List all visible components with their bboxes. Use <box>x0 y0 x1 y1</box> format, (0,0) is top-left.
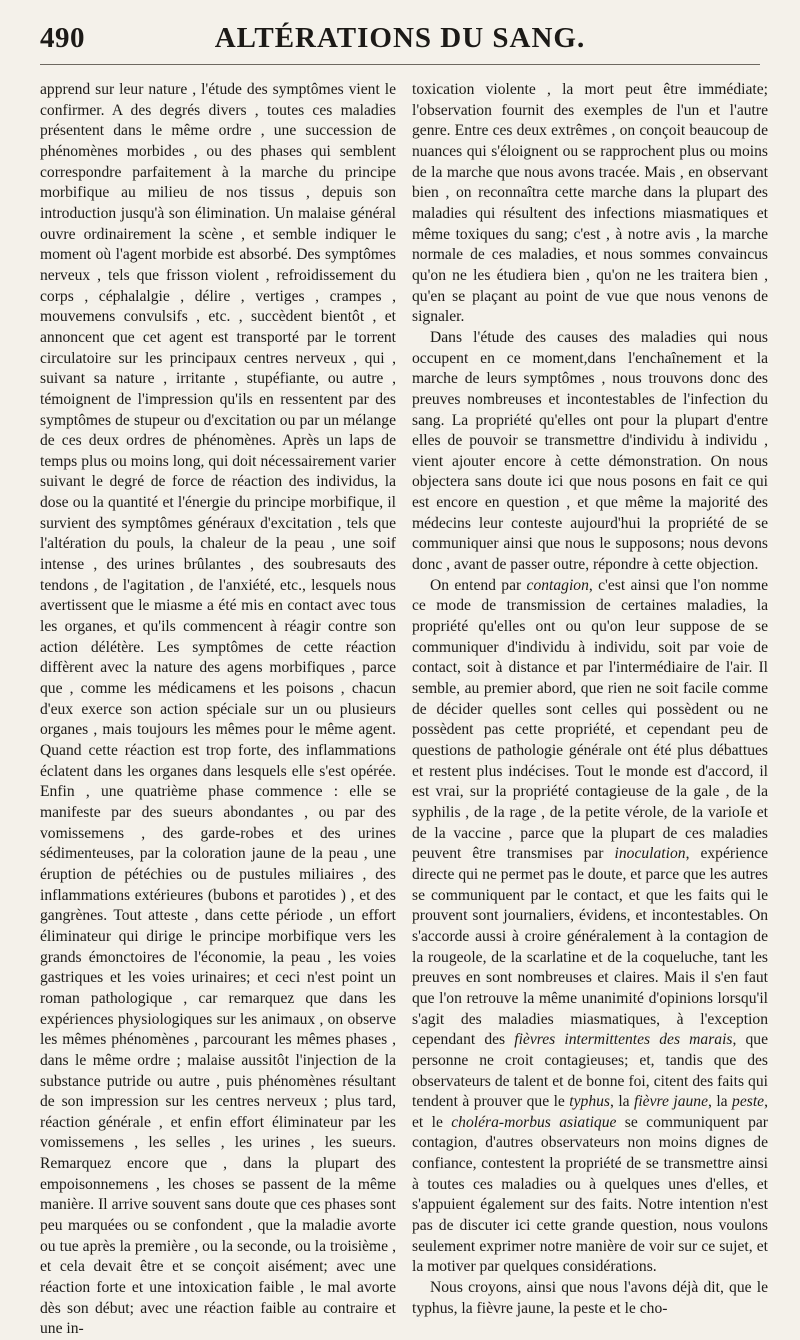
header-rule <box>40 64 760 65</box>
right-paragraph-3 <box>412 576 768 1278</box>
text-run: On entend par <box>430 576 527 594</box>
italic-term-typhus: typhus <box>569 1093 610 1111</box>
left-column <box>40 80 396 1340</box>
right-paragraph-2: Dans l'étude des causes des maladies qui nous occupent en ce moment,dans l'enchaînement et la marche de leurs symptômes , nous trouvons donc des preuves nombreuses et incontestables de l'infection du sang. La propriété qu'elles ont pour la plupart d'entre elles de pouvoir se transmettre d'individu à individu , vient ajouter encore à cette démonstration. On nous objectera sans doute ici que nous posons en fait ce qui est encore en question , et que même la majorité des médecins leur conteste aujourd'hui la propriété de se communiquer ainsi que nous le supposons; nous devons donc , avant de passer outre, répondre à cette objection. <box>412 328 768 574</box>
italic-term-fievres-intermittentes: fièvres intermittentes des marais <box>514 1031 733 1049</box>
left-paragraph-1: apprend sur leur nature , l'étude des symptômes vient le confirmer. A des degrés divers , toutes ces maladies présentent dans le même ordre , une succession de phénomènes morbides , ou des phases qui semblent correspondre parfaitement à la marche du principe morbifique au milieu de nos tissus , depuis son introduction jusqu'à son élimination. Un malaise général ouvre ordinairement la scène , et semble indiquer le moment où l'agent morbide est absorbé. Des symptômes nerveux , tels que frisson violent , refroidissement du corps , céphalalgie , délire , vertiges , crampes , mouvemens convulsifs , etc. , succèdent bientôt , et annoncent que cet agent est transporté par le torrent circulatoire sur les principaux centres nerveux , qui , suivant sa nature , irritante , stupéfiante, ou autre , témoignent de l'impression qu'ils en ressentent par des symptômes de stupeur ou d'excitation ou par un mélange de ces deux ordres de phénomènes. Après un laps de temps plus ou moins long, qui doit nécessairement varier suivant le degré de force de réaction des individus, la dose ou la quantité et l'énergie du principe morbifique, il survient des symptômes généraux d'excitation , tels que l'altération du pouls, la chaleur de la peau , une soif intense , des urines brûlantes , des soubresauts des tendons , de l'agitation , de l'anxiété, etc., lesquels nous avertissent que le miasme a été mis en contact avec tous les organes, et qu'ils commencent à réagir contre son action délétère. Les symptômes de cette réaction diffèrent avec la nature des agens morbifiques , parce que , comme les médicamens et les poisons , chacun d'eux exerce son action spéciale sur un ou plusieurs organes , mais toujours les mêmes pour le même agent. Quand cette réaction est trop forte, des inflammations éclatent dans les organes dans lesquels elle s'est opérée. Enfin , une quatrième phase commence : elle se manifeste par des sueurs abondantes , ou par des vomissemens , des garde-robes et des urines sédimenteuses, par la coloration jaune de la peau , une éruption de pétéchies ou de pustules miliaires , des inflammations extérieures (bubons et parotides ) , et des gangrènes. Tout atteste , dans cette période , un effort éliminateur qui dirige le principe morbifique vers les grands émonctoires de l'économie, la peau , les voies gastriques et les voies urinaires; et ceci n'est point un roman pathologique , car remarquez que dans les expériences physiologiques sur les animaux , on observe les mêmes phénomènes , parcourant les mêmes phases , dans le même ordre ; malaise aussitôt l'injection de la substance putride ou autre , puis phénomènes résultant de son impression sur les centres nerveux ; plus tard, réaction générale , et enfin effort éliminateur par les vomissemens , les selles , les urines , les sueurs. Remarquez encore que , dans la plupart des empoisonnemens , les choses se passent de la même manière. Il arrive souvent sans doute que ces phases sont peu marquées ou se confondent , que la maladie avorte ou tue après la première , ou la seconde, ou la troisième , et cela devait être et se conçoit aisément; avec une réaction forte et une intoxication faible , le mal avorte dès son début; avec une réaction faible au contraire et une in- <box>40 81 396 1338</box>
right-paragraph-1: toxication violente , la mort peut être immédiate; l'observation fournit des exemples de l'un et l'autre genre. Entre ces deux extrêmes , on conçoit beaucoup de nuances qui s'éloignent ou se rapprochent plus ou moins de la marche que nous avons tracée. Mais , en observant bien , on reconnaîtra cette marche dans la plupart des maladies qui résultent des infections miasmatiques et même toxiques du sang; c'est , à notre avis , la marche normale de ces maladies, et nous sommes convaincus qu'on ne les étudiera bien , qu'on ne les traitera bien , qu'en se plaçant au point de vue que nous venons de signaler. <box>412 81 768 326</box>
right-paragraph-4: Nous croyons, ainsi que nous l'avons déjà dit, que le typhus, la fièvre jaune, la peste et le cho- <box>412 1279 768 1317</box>
italic-term-contagion: contagion <box>526 576 589 594</box>
text-run: se communiquent par contagion, d'autres observateurs non moins dignes de confiance, contestent la propriété de se transmettre ainsi à toutes ces maladies ou à quelques unes d'elles, et s'appuient également sur des faits. Notre intention n'est pas de discuter ici cette grande question, nous voulons seulement exprimer notre manière de voir sur ce sujet, et la motiver par quelques considérations. <box>412 1113 768 1276</box>
text-run: , la <box>609 1093 635 1111</box>
page-header <box>40 18 760 64</box>
italic-term-peste: peste <box>732 1093 765 1111</box>
text-run: , et le <box>412 1093 768 1131</box>
italic-term-fievre-jaune: fièvre jaune <box>634 1093 709 1111</box>
text-run: , que personne ne croit contagieuses; et, tandis que des observateurs de talent et de bonne foi, citent des faits qui tendent à prouver que le <box>412 1031 769 1111</box>
text-run: , c'est ainsi que l'on nomme ce mode de transmission de certaines maladies, la propriété qu'elles ont ou qu'on leur suppose de se communiquer d'individu à individu, soit par voie de contact, soit à distance et par l'intermédiaire de l'air. Il semble, au premier abord, que rien ne soit facile comme de décider quelles sont celles qui possèdent ou ne possèdent pas cette propriété, et cependant peu de questions de pathologie générale ont été plus débattues et restent plus indécises. Tout le monde est d'accord, il est vrai, sur la propriété contagieuse de la gale , de la syphilis , de la rage , de la petite vérole, de la varioIe et de la vaccine , parce que la plupart de ces maladies peuvent être transmises par <box>412 576 768 863</box>
running-head: ALTÉRATIONS DU SANG. <box>214 22 586 54</box>
page-number: 490 <box>40 22 85 54</box>
italic-term-cholera: choléra-morbus asiatique <box>451 1113 617 1131</box>
text-run: , la <box>708 1093 733 1111</box>
text-run: , expérience directe qui ne permet pas le doute, et parce que les autres se communiquent par le contact, et que les faits qui le prouvent sont journaliers, évidens, et incontestables. On s'accorde aussi à croire généralement à la contagion de la rougeole, de la scarlatine et de la coqueluche, tant les preuves en sont nombreuses et claires. Mais il s'en faut que l'on retrouve la même unanimité d'opinions lorsqu'il s'agit des maladies miasmatiques, à l'exception cependant des <box>412 845 768 1049</box>
italic-term-inoculation: inoculation <box>614 845 686 863</box>
right-column <box>412 80 768 1319</box>
